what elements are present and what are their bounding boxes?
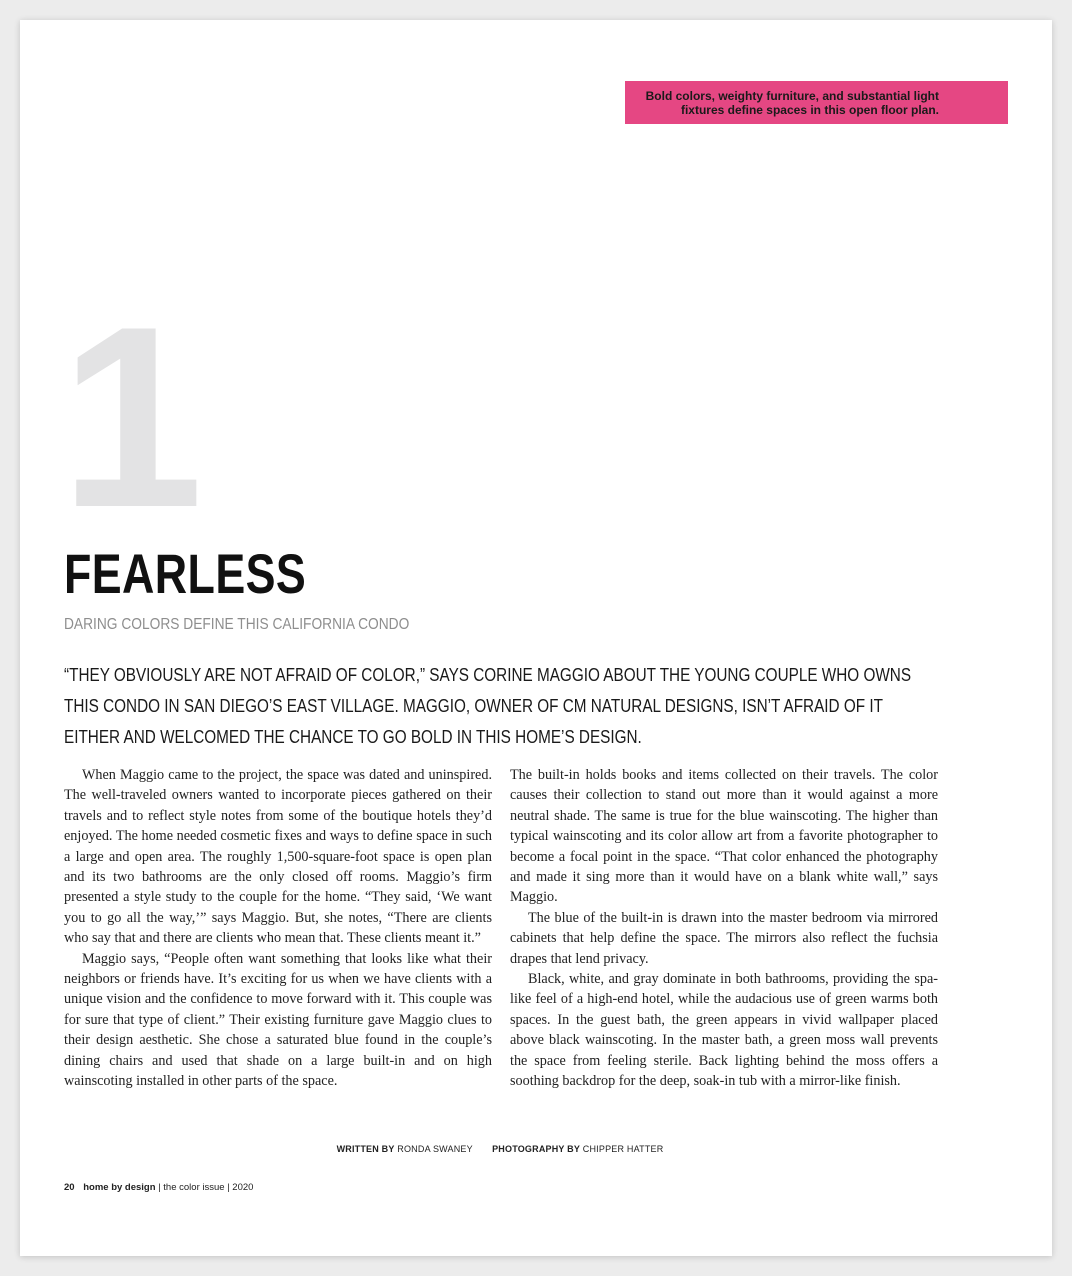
body-column-left: [64, 765, 492, 1092]
article-lead: “THEY OBVIOUSLY ARE NOT AFRAID OF COLOR,” SAYS CORINE MAGGIO ABOUT THE YOUNG COUPLE WHO OWNS THIS CONDO IN SAN DIEGO’S EAST VILLAGE. MAGGIO, OWNER OF CM NATURAL DESIGNS, ISN’T AFRAID OF IT EITHER AND WELCOMED THE CHANCE TO GO BOLD IN THIS HOME’S DESIGN.: [64, 665, 912, 747]
written-by-label: WRITTEN BY: [336, 1144, 395, 1154]
body-paragraph: Maggio says, “People often want something that looks like what their neighbors or friends have. It’s exciting for us when we have clients with a unique vision and the confidence to move forward with it. This couple was for sure that type of client.” Their existing furniture gave Maggio clues to their design aesthetic. She chose a saturated blue found in the couple’s dining chairs and used that shade on a large built-in and on high wainscoting installed in other parts of the space.: [64, 950, 492, 1090]
photo-caption: Bold colors, weighty furniture, and substantial light fixtures define spaces in this open floor plan.: [645, 89, 939, 117]
photographer-name: CHIPPER HATTER: [582, 1144, 664, 1154]
body-column-right: [510, 765, 938, 1092]
article-subhead: DARING COLORS DEFINE THIS CALIFORNIA CONDO: [64, 616, 410, 633]
magazine-page: [20, 20, 1052, 1256]
body-paragraph: Black, white, and gray dominate in both bathrooms, providing the spa-like feel of a high-end hotel, while the audacious use of green warms both spaces. In the guest bath, the green appears in vivid wallpaper placed above black wainscoting. In the master bath, a green moss wall prevents the space from feeling sterile. Back lighting behind the moss offers a soothing backdrop for the deep, soak-in tub with a mirror-like finish.: [510, 971, 938, 1090]
photo-caption-box: [625, 81, 1008, 124]
issue-info: | the color issue | 2020: [158, 1182, 254, 1193]
body-paragraph: The built-in holds books and items collected on their travels. The color causes their collection to stand out more than it would against a more neutral shade. The same is true for the blue wainscoting. The higher than typical wainscoting and its color allow art from a favorite photographer to become a focal point in the space. “That color enhanced the photography and made it sing more than it would have on a blank white wall,” says Maggio.: [510, 767, 938, 906]
body-paragraph: The blue of the built-in is drawn into the master bedroom via mirrored cabinets that help define the space. The mirrors also reflect the fuchsia drapes that lend privacy.: [510, 909, 938, 967]
photography-by-label: PHOTOGRAPHY BY: [492, 1144, 581, 1154]
page-folio: [64, 1182, 253, 1193]
writer-name: RONDA SWANEY: [397, 1144, 473, 1154]
feature-number: 1: [60, 272, 196, 561]
publication-name: home by design: [83, 1182, 156, 1193]
article-headline: FEARLESS: [64, 542, 307, 605]
article-credits: [20, 1144, 980, 1154]
body-paragraph: When Maggio came to the project, the space was dated and uninspired. The well-traveled owners wanted to incorporate pieces gathered on their travels and to reflect style notes from some of the boutique hotels they’d enjoyed. The home needed cosmetic fixes and ways to define space in such a large and open area. The roughly 1,500-square-foot space is open plan and its two bathrooms are the only closed off rooms. Maggio’s firm presented a style study to the couple for the home. “They said, ‘We want you to go all the way,’” says Maggio. But, she notes, “There are clients who say that and there are clients who mean that. These clients meant it.”: [64, 767, 492, 947]
page-number: 20: [64, 1182, 75, 1193]
